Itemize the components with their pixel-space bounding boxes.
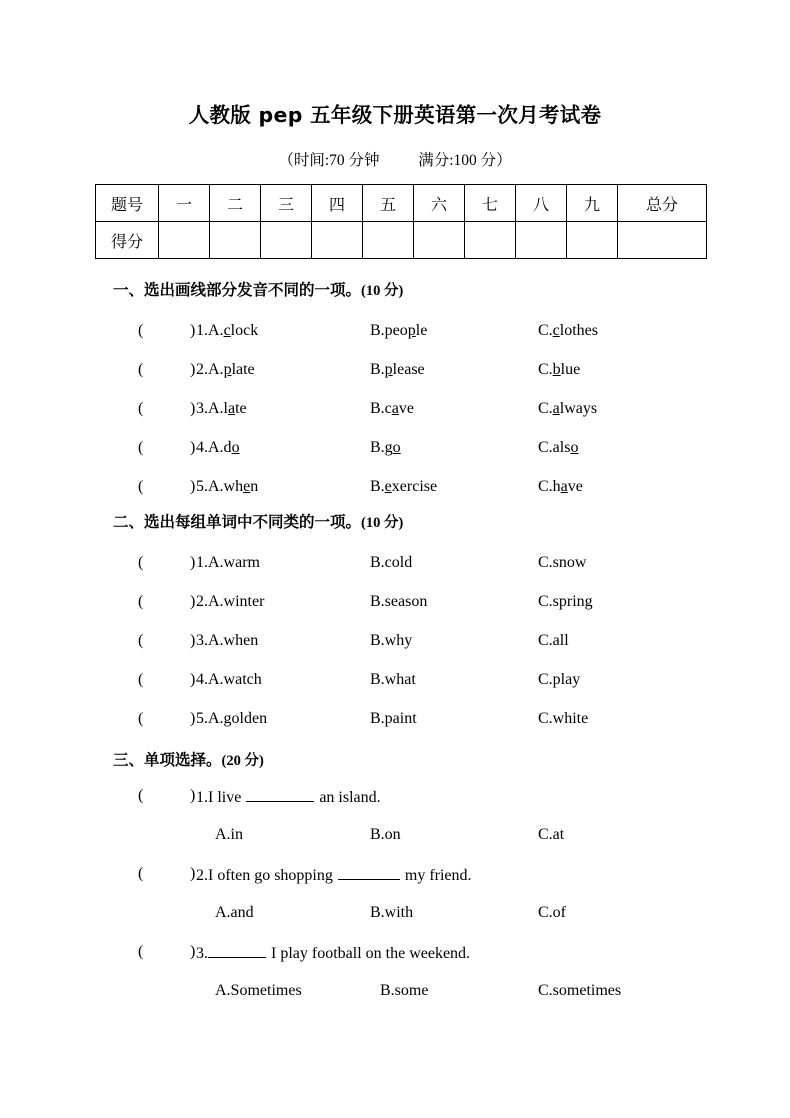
option-a[interactable]: A.Sometimes <box>215 982 302 999</box>
table-cell-row-label-score: 得分 <box>96 222 159 259</box>
question-number: 1. <box>196 322 208 339</box>
bracket-right: ) <box>190 322 196 339</box>
question-number: 5. <box>196 710 208 727</box>
bracket-right: ) <box>190 632 196 649</box>
option-b[interactable]: B.paint <box>370 710 417 727</box>
option-a[interactable] <box>196 632 258 650</box>
option-b[interactable]: B.on <box>370 826 401 843</box>
option-c[interactable]: C.sometimes <box>538 982 622 999</box>
bracket-left: ( <box>138 632 144 649</box>
question-row <box>0 671 790 697</box>
option-b[interactable]: B.cave <box>370 400 414 417</box>
table-cell-q6: 六 <box>414 185 465 222</box>
question-row <box>0 361 790 387</box>
question-row <box>0 554 790 580</box>
table-cell-q5: 五 <box>363 185 414 222</box>
question-number: 5. <box>196 478 208 495</box>
option-a[interactable]: 4.A.do <box>196 439 240 456</box>
bracket-right: ) <box>190 478 196 495</box>
table-cell-q9: 九 <box>567 185 618 222</box>
score-cell-q9[interactable] <box>567 222 618 259</box>
question-row <box>0 439 790 465</box>
option-b[interactable]: B.what <box>370 671 416 688</box>
option-a-text: A.winter <box>208 593 265 610</box>
option-b[interactable]: B.some <box>380 982 429 999</box>
question-number: 1. <box>196 554 208 571</box>
score-cell-q7[interactable] <box>465 222 516 259</box>
section-heading-3-text: 三、单项选择。 <box>113 751 222 769</box>
option-c[interactable]: C.spring <box>538 593 593 610</box>
section-heading-2-text: 二、选出每组单词中不同类的一项。 <box>113 513 362 531</box>
section-heading-1-points: (10 分) <box>361 283 404 299</box>
section-heading-1 <box>113 278 403 300</box>
option-b[interactable]: B.go <box>370 439 401 456</box>
option-a[interactable] <box>196 671 262 689</box>
section-heading-2 <box>113 510 403 532</box>
table-cell-total-label: 总分 <box>618 185 707 222</box>
stem-after-blank: an island. <box>319 789 381 806</box>
option-row <box>0 826 790 852</box>
table-cell-q4: 四 <box>312 185 363 222</box>
option-a-text: A.when <box>208 632 259 649</box>
question-number: 2. <box>196 593 208 610</box>
question-row <box>0 400 790 426</box>
bracket-left: ( <box>138 943 144 960</box>
option-c[interactable]: C.also <box>538 439 579 456</box>
bracket-right: ) <box>190 787 196 804</box>
score-cell-q8[interactable] <box>516 222 567 259</box>
question-row <box>0 632 790 658</box>
question-row <box>0 478 790 504</box>
option-c[interactable]: C.blue <box>538 361 581 378</box>
option-b[interactable]: B.please <box>370 361 425 378</box>
question-row <box>0 322 790 348</box>
bracket-left: ( <box>138 361 144 378</box>
option-c[interactable]: C.clothes <box>538 322 598 339</box>
question-stem <box>196 865 472 885</box>
option-b[interactable]: B.with <box>370 904 414 921</box>
bracket-right: ) <box>190 439 196 456</box>
question-row <box>0 787 790 813</box>
stem-after-blank: my friend. <box>404 867 472 884</box>
bracket-left: ( <box>138 322 144 339</box>
bracket-left: ( <box>138 865 144 882</box>
question-number: 2. <box>196 867 208 884</box>
score-cell-q4[interactable] <box>312 222 363 259</box>
bracket-right: ) <box>190 671 196 688</box>
bracket-right: ) <box>190 554 196 571</box>
option-a-text: A.warm <box>208 554 260 571</box>
option-a[interactable]: A.in <box>215 826 243 843</box>
answer-blank[interactable] <box>208 943 266 958</box>
option-c[interactable]: C.snow <box>538 554 587 571</box>
option-a-text: A.golden <box>208 710 268 727</box>
bracket-left: ( <box>138 478 144 495</box>
question-number: 4. <box>196 439 208 456</box>
page-title: 人教版 pep 五年级下册英语第一次月考试卷 <box>188 103 602 127</box>
bracket-right: ) <box>190 593 196 610</box>
table-cell-q3: 三 <box>261 185 312 222</box>
bracket-left: ( <box>138 400 144 417</box>
option-c[interactable]: C.have <box>538 478 583 495</box>
option-a[interactable]: 5.A.when <box>196 478 259 495</box>
bracket-left: ( <box>138 439 144 456</box>
bracket-right: ) <box>190 710 196 727</box>
option-c[interactable]: C.always <box>538 400 598 417</box>
table-cell-row-label: 题号 <box>96 185 159 222</box>
score-table <box>95 184 707 259</box>
option-b[interactable]: B.season <box>370 593 428 610</box>
section-heading-1-text: 一、选出画线部分发音不同的一项。 <box>113 281 362 299</box>
exam-subtitle: （时间:70 分钟 满分:100 分） <box>278 152 512 169</box>
bracket-left: ( <box>138 710 144 727</box>
option-c[interactable]: C.white <box>538 710 589 727</box>
option-c[interactable]: C.of <box>538 904 566 921</box>
table-row-scores <box>96 222 707 259</box>
score-cell-q3[interactable] <box>261 222 312 259</box>
option-c[interactable]: C.all <box>538 632 569 649</box>
table-cell-q8: 八 <box>516 185 567 222</box>
option-c[interactable]: C.play <box>538 671 581 688</box>
bracket-right: ) <box>190 943 196 960</box>
table-row-header <box>96 185 707 222</box>
option-a-text: A.watch <box>208 671 262 688</box>
option-a[interactable]: 2.A.plate <box>196 361 255 378</box>
score-cell-total[interactable] <box>618 222 707 259</box>
question-row <box>0 865 790 891</box>
option-row <box>0 904 790 930</box>
option-a[interactable]: A.and <box>215 904 254 921</box>
question-number: 2. <box>196 361 208 378</box>
stem-before-blank: I live <box>208 789 242 806</box>
question-row <box>0 943 790 969</box>
answer-blank[interactable] <box>338 865 400 880</box>
score-cell-q1[interactable] <box>159 222 210 259</box>
option-b[interactable]: B.exercise <box>370 478 438 495</box>
score-cell-q5[interactable] <box>363 222 414 259</box>
option-a[interactable] <box>196 593 264 611</box>
section-heading-3-points: (20 分) <box>221 753 264 769</box>
option-b[interactable]: B.people <box>370 322 428 339</box>
question-number: 3. <box>196 632 208 649</box>
bracket-left: ( <box>138 671 144 688</box>
table-cell-q1: 一 <box>159 185 210 222</box>
stem-after-blank: I play football on the weekend. <box>271 945 471 962</box>
table-cell-q7: 七 <box>465 185 516 222</box>
option-row <box>0 982 790 1008</box>
option-a[interactable]: 1.A.clock <box>196 322 259 339</box>
table-cell-q2: 二 <box>210 185 261 222</box>
bracket-left: ( <box>138 554 144 571</box>
option-a[interactable] <box>196 710 267 728</box>
option-b[interactable]: B.cold <box>370 554 413 571</box>
bracket-right: ) <box>190 361 196 378</box>
option-a[interactable]: 3.A.late <box>196 400 247 417</box>
option-b[interactable]: B.why <box>370 632 413 649</box>
section-heading-2-points: (10 分) <box>361 515 404 531</box>
question-stem <box>196 943 470 963</box>
bracket-right: ) <box>190 400 196 417</box>
bracket-right: ) <box>190 865 196 882</box>
stem-before-blank: I often go shopping <box>208 867 333 884</box>
option-c[interactable]: C.at <box>538 826 565 843</box>
answer-blank[interactable] <box>246 787 314 802</box>
option-a[interactable] <box>196 554 260 572</box>
question-stem <box>196 787 381 807</box>
bracket-left: ( <box>138 787 144 804</box>
bracket-left: ( <box>138 593 144 610</box>
score-cell-q2[interactable] <box>210 222 261 259</box>
question-row <box>0 710 790 736</box>
question-number: 4. <box>196 671 208 688</box>
question-number: 3. <box>196 400 208 417</box>
score-cell-q6[interactable] <box>414 222 465 259</box>
question-number: 3. <box>196 945 208 962</box>
section-heading-3 <box>113 748 264 770</box>
question-row <box>0 593 790 619</box>
question-number: 1. <box>196 789 208 806</box>
